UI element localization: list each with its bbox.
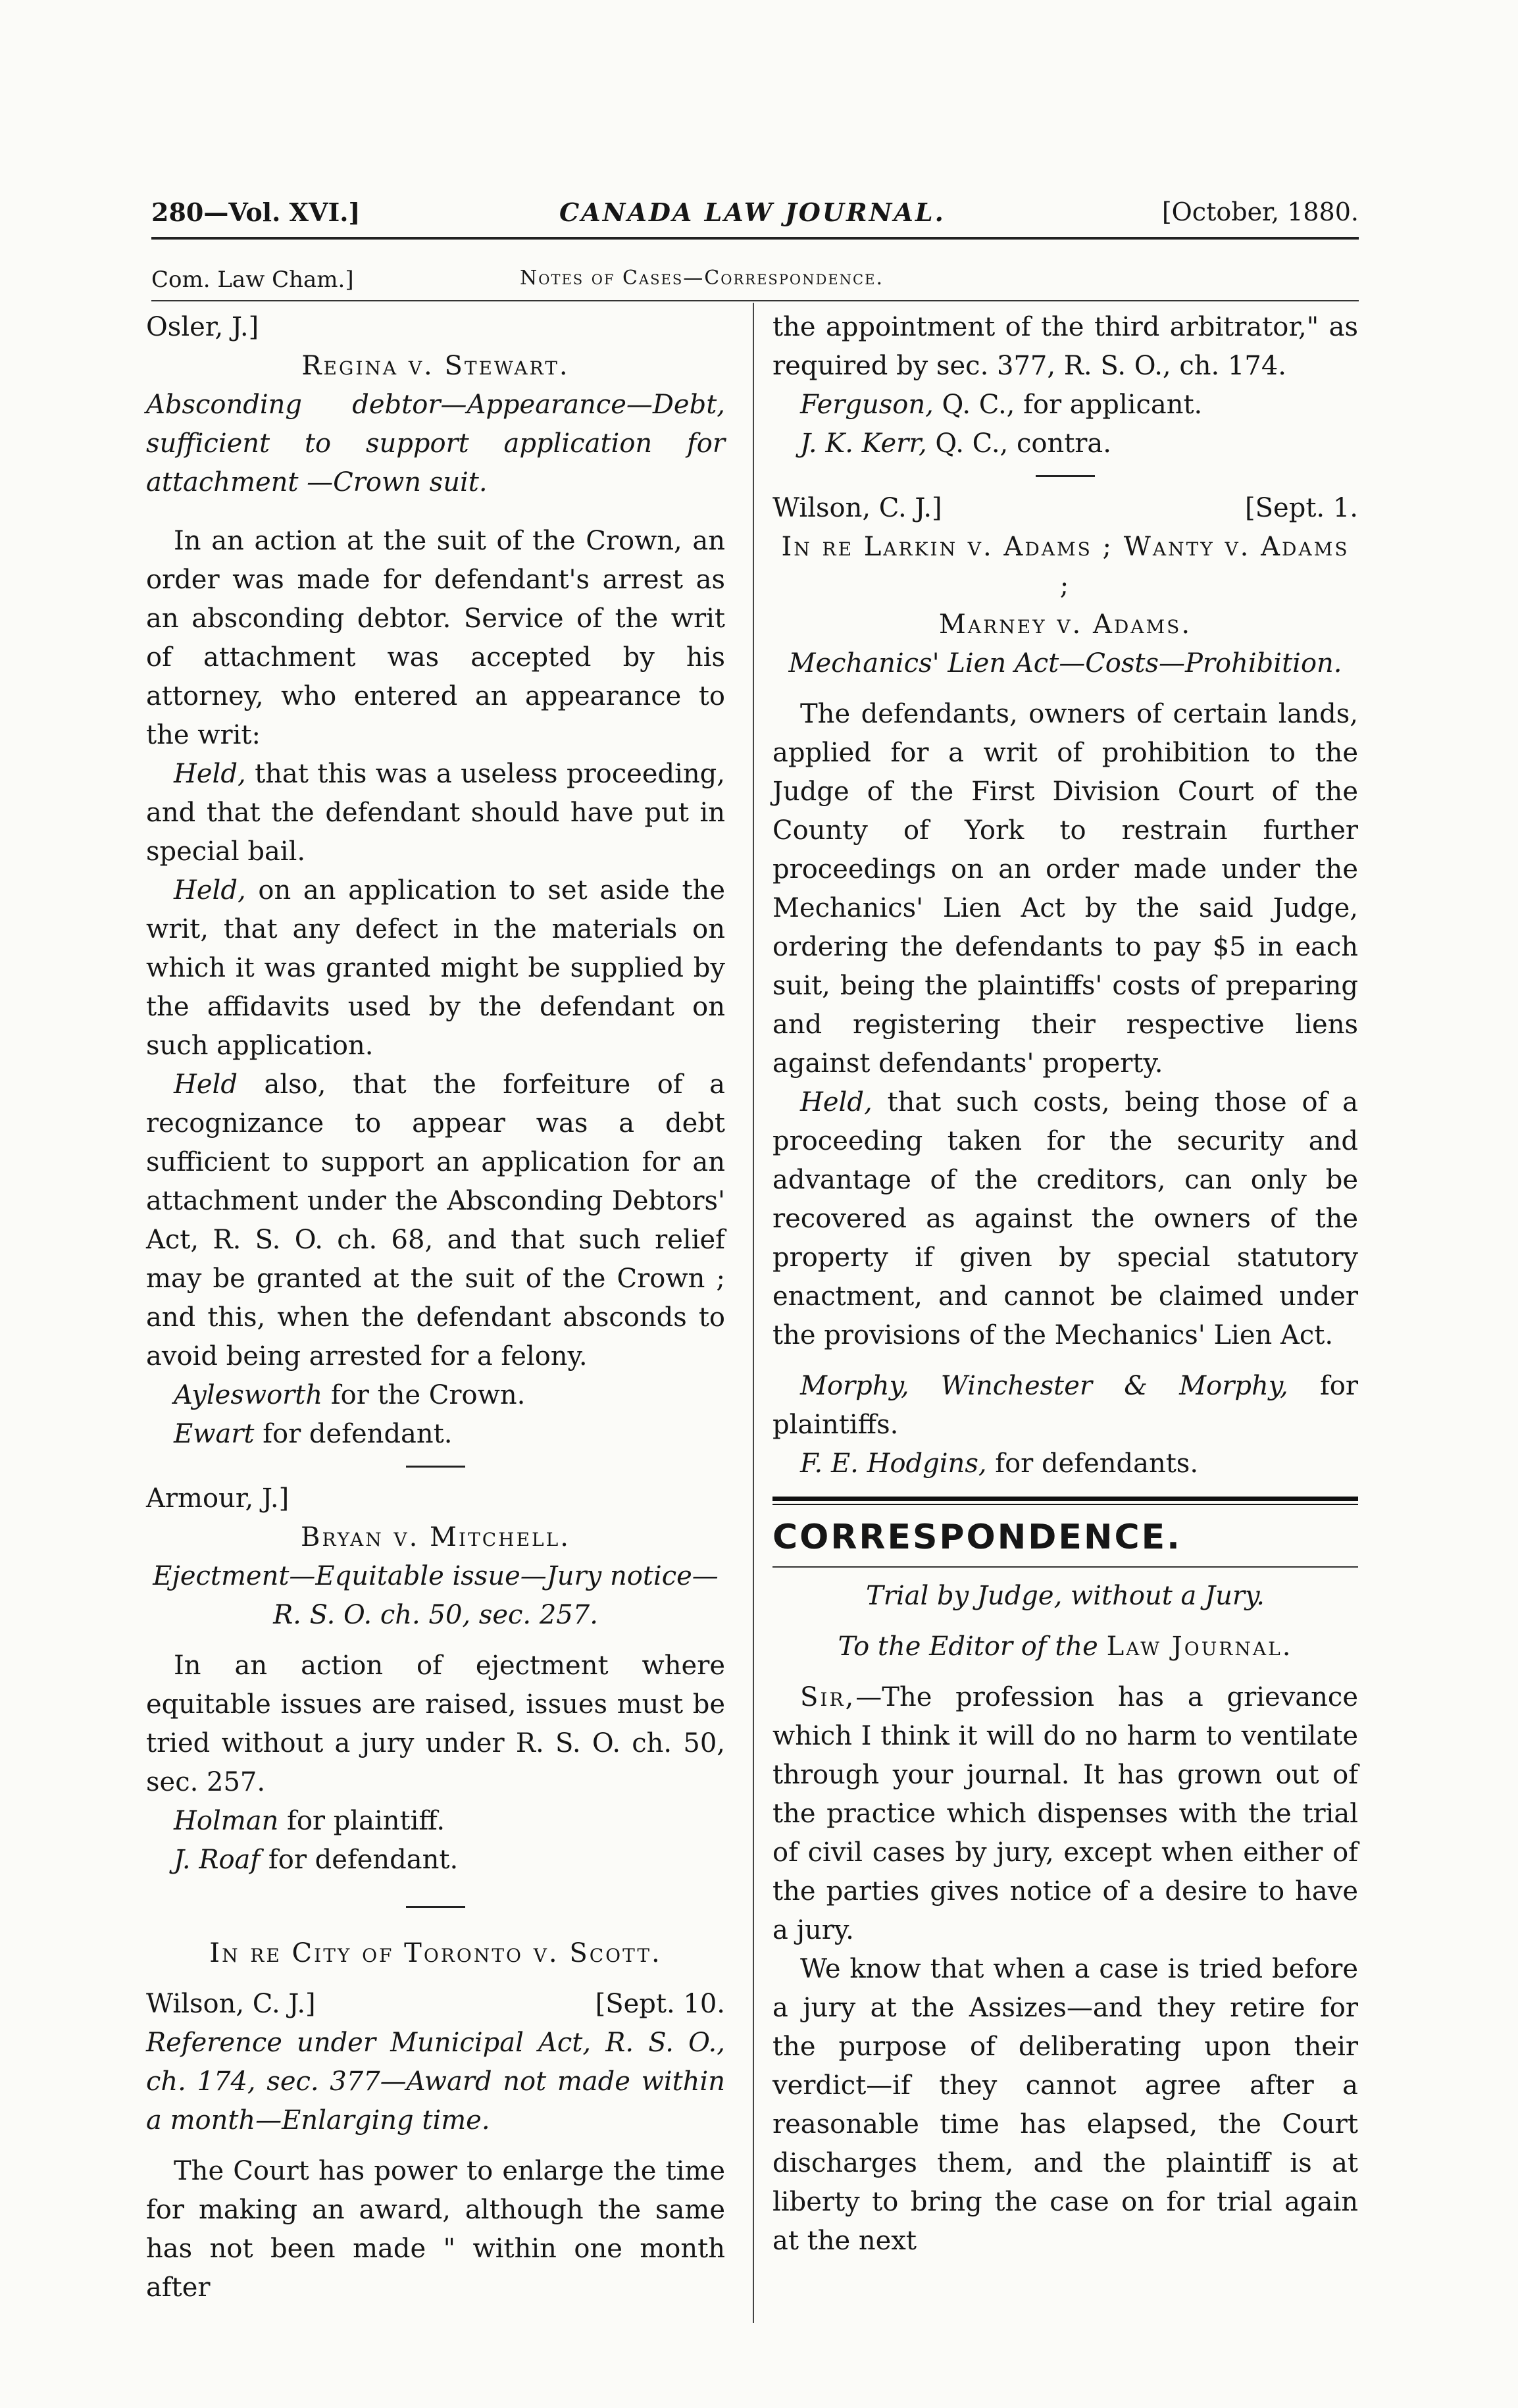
- left-column: [146, 308, 725, 2307]
- case4-headnote: Mechanics' Lien Act—Costs—Prohibition.: [788, 648, 1342, 679]
- case4-judge-line: [772, 489, 1358, 528]
- case4-date: [Sept. 1.: [1245, 493, 1358, 523]
- case3-title: In re City of Toronto v. Scott.: [209, 1938, 662, 1968]
- case1-judge: Osler, J.]: [146, 312, 259, 342]
- case3-counsel-2: J. K. Kerr, Q. C., contra.: [800, 428, 1111, 459]
- case3-body-cont: the appointment of the third arbitrator," as required by sec. 377, R. S. O., ch. 174.: [772, 312, 1358, 381]
- case2-body: In an action of ejectment where equitable issues are raised, issues must be tried without a jury under R. S. O. ch. 50, sec. 257.: [146, 1651, 725, 1797]
- case-separator: [1036, 475, 1095, 477]
- case2-counsel-1: Holman for plaintiff.: [174, 1806, 445, 1836]
- case-separator: [406, 1466, 465, 1468]
- column-divider: [753, 303, 754, 2323]
- case1-held-2: Held, on an application to set aside the writ, that any defect in the materials on which it was granted might be supplied by the affidavits used by the defendant on such application.: [146, 875, 725, 1061]
- case2-counsel-2: J. Roaf for defendant.: [174, 1845, 459, 1875]
- letter-para-1: Sir,—The profession has a grievance which I think it will do no harm to ventilate through your journal. It has grown out of the practice which dispenses with the trial of civil cases by jury, except when either of the parties gives notice of a desire to have a jury.: [772, 1682, 1358, 1945]
- correspondence-rule: [772, 1566, 1358, 1568]
- case4-judge: Wilson, C. J.]: [772, 493, 942, 523]
- case2-headnote-b: R. S. O. ch. 50, sec. 257.: [273, 1600, 598, 1630]
- letter-title: Trial by Judge, without a Jury.: [866, 1581, 1265, 1611]
- case3-body: The Court has power to enlarge the time for making an award, although the same has not been made " within one month after: [146, 2156, 725, 2303]
- running-header: [151, 197, 1359, 237]
- section-header: [151, 267, 1359, 299]
- case1-headnote: Absconding debtor—Appearance—Debt, sufficient to support application for attachment —Crown suit.: [146, 390, 725, 498]
- letter-para-2: We know that when a case is tried before a jury at the Assizes—and they retire for the purpose of deliberating upon their verdict—if they cannot agree after a reasonable time has elapsed, the Court discharges them, and the plaintiff is at liberty to bring the case on for trial again at the next: [772, 1954, 1358, 2256]
- court-label: Com. Law Cham.]: [151, 267, 354, 293]
- header-rule: [151, 237, 1359, 240]
- case2-title: Bryan v. Mitchell.: [301, 1522, 570, 1552]
- case4-title-b: Marney v. Adams.: [938, 609, 1192, 640]
- case4-counsel-2: F. E. Hodgins, for defendants.: [800, 1448, 1199, 1479]
- case3-judge-line: [146, 1985, 725, 2024]
- section-label: Notes of Cases—Correspondence.: [520, 267, 884, 290]
- case-separator: [406, 1906, 465, 1908]
- case4-title-a: In re Larkin v. Adams ; Wanty v. Adams ;: [781, 532, 1350, 601]
- issue-date: [October, 1880.: [1161, 197, 1359, 226]
- case3-headnote: Reference under Municipal Act, R. S. O., ch. 174, sec. 377—Award not made within a month—Enlarging time.: [146, 2028, 725, 2136]
- case1-counsel-2: Ewart for defendant.: [174, 1419, 453, 1449]
- case1-held-3: Held also, that the forfeiture of a recognizance to appear was a debt sufficient to support an application for an attachment under the Absconding Debtors' Act, R. S. O. ch. 68, and that such relief may be granted at the suit of the Crown ; and this, when the defendant absconds to avoid being arrested for a felony.: [146, 1069, 725, 1371]
- case1-title: Regina v. Stewart.: [301, 351, 570, 381]
- case1-held-1: Held, that this was a useless proceeding, and that the defendant should have put in special bail.: [146, 759, 725, 867]
- page-volume: 280—Vol. XVI.]: [151, 197, 361, 227]
- case3-judge: Wilson, C. J.]: [146, 1989, 316, 2019]
- section-rule: [151, 300, 1359, 301]
- letter-addressee: To the Editor of the Law Journal.: [838, 1631, 1293, 1662]
- case2-headnote-a: Ejectment—Equitable issue—Jury notice—: [153, 1561, 719, 1591]
- journal-title: CANADA LAW JOURNAL.: [559, 197, 946, 227]
- case1-facts: In an action at the suit of the Crown, an order was made for defendant's arrest as an absconding debtor. Service of the writ of attachment was accepted by his attorney, who entered an appearance to the writ:: [146, 526, 725, 750]
- right-column: [772, 308, 1358, 2261]
- case3-counsel-1: Ferguson, Q. C., for applicant.: [800, 390, 1203, 420]
- case4-held: Held, that such costs, being those of a proceeding taken for the security and advantage of the creditors, can only be recovered as against the owners of the property if given by special statutory enactment, and cannot be claimed under the provisions of the Mechanics' Lien Act.: [772, 1087, 1358, 1350]
- case4-facts: The defendants, owners of certain lands, applied for a writ of prohibition to the Judge of the First Division Court of the County of York to restrain further proceedings on an order made under the Mechanics' Lien Act by the said Judge, ordering the defendants to pay $5 in each suit, being the plaintiffs' costs of preparing and registering their respective liens against defendants' property.: [772, 699, 1358, 1079]
- case1-counsel-1: Aylesworth for the Crown.: [174, 1380, 526, 1410]
- case4-counsel-1: Morphy, Winchester & Morphy, for plaintiffs.: [772, 1371, 1358, 1440]
- correspondence-heading: CORRESPONDENCE.: [772, 1518, 1182, 1557]
- heavy-rule: [772, 1497, 1358, 1505]
- case2-judge: Armour, J.]: [146, 1483, 290, 1514]
- case3-date: [Sept. 10.: [595, 1989, 725, 2019]
